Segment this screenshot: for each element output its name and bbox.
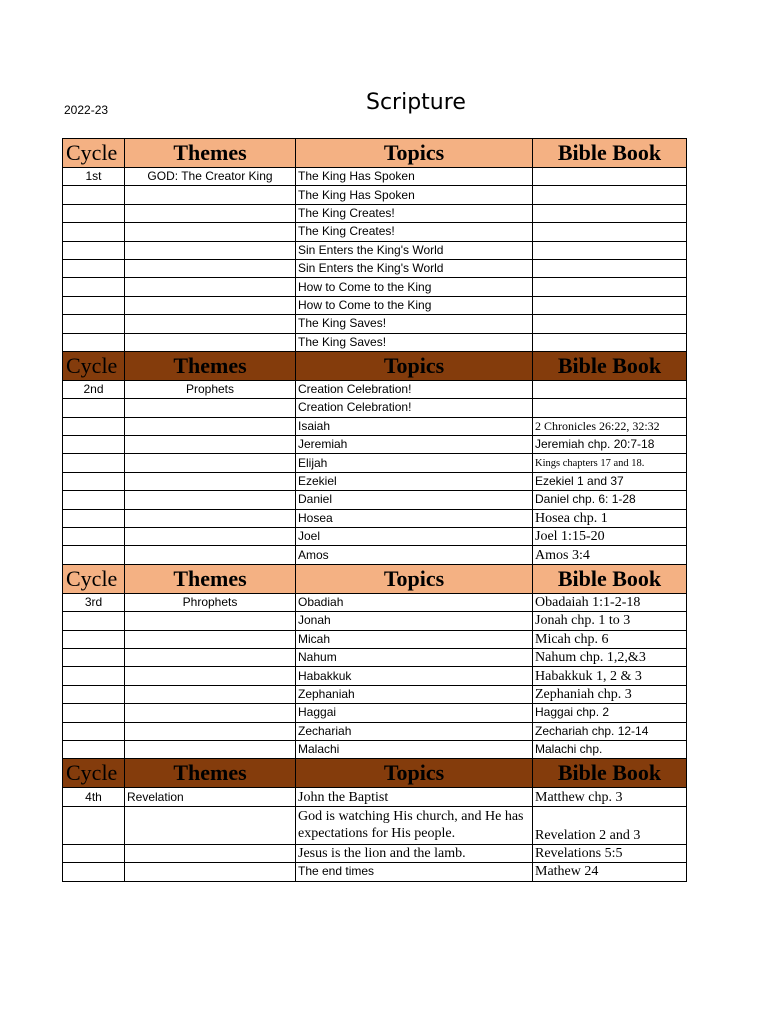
bible-book-cell: Matthew chp. 3: [533, 788, 687, 806]
table-row: [63, 296, 687, 314]
table-row: [63, 315, 687, 333]
table-row: [63, 278, 687, 296]
bible-book-cell: [533, 333, 687, 351]
bible-book-cell: [533, 278, 687, 296]
year-label: 2022-23: [64, 103, 109, 117]
page-title: Scripture: [366, 90, 466, 115]
cycle-header: Cycle: [63, 351, 125, 380]
bible-book-cell: Amos 3:4: [533, 546, 687, 564]
topic-cell: How to Come to the King: [296, 296, 533, 314]
bible-book-cell: [533, 204, 687, 222]
topic-cell: Jesus is the lion and the lamb.: [296, 844, 533, 862]
theme-cell: [125, 399, 296, 417]
bible-book-cell: Hosea chp. 1: [533, 509, 687, 527]
cycle-cell: [63, 704, 125, 722]
cycle-cell: [63, 491, 125, 509]
table-row: [63, 259, 687, 277]
bible-book-cell: Habakkuk 1, 2 & 3: [533, 667, 687, 685]
topic-cell: Jeremiah: [296, 436, 533, 454]
cycle-cell: [63, 546, 125, 564]
table-row: [63, 168, 687, 186]
theme-cell: [125, 528, 296, 546]
theme-cell: Prophets: [125, 380, 296, 398]
bible-book-cell: Joel 1:15-20: [533, 528, 687, 546]
topic-cell: Nahum: [296, 648, 533, 666]
bible-book-cell: [533, 186, 687, 204]
cycle-cell: [63, 648, 125, 666]
bible-book-cell: Jonah chp. 1 to 3: [533, 612, 687, 630]
theme-cell: [125, 630, 296, 648]
theme-cell: [125, 648, 296, 666]
cycle-cell: 1st: [63, 168, 125, 186]
cycle-cell: [63, 612, 125, 630]
cycle-header: Cycle: [63, 564, 125, 593]
bible-book-header: Bible Book: [533, 139, 687, 168]
table-row: [63, 844, 687, 862]
theme-cell: GOD: The Creator King: [125, 168, 296, 186]
topic-cell: Creation Celebration!: [296, 380, 533, 398]
cycle-cell: [63, 259, 125, 277]
cycle-header: Cycle: [63, 759, 125, 788]
topic-cell: Sin Enters the King's World: [296, 241, 533, 259]
bible-book-cell: Revelation 2 and 3: [533, 806, 687, 844]
topic-cell: The King Creates!: [296, 223, 533, 241]
table-row: [63, 788, 687, 806]
theme-cell: [125, 612, 296, 630]
topics-header: Topics: [296, 759, 533, 788]
bible-book-cell: Obadaiah 1:1-2-18: [533, 593, 687, 611]
cycle-cell: [63, 863, 125, 881]
table-row: [63, 509, 687, 527]
bible-book-cell: Zephaniah chp. 3: [533, 685, 687, 703]
topic-cell: The King Saves!: [296, 333, 533, 351]
topic-cell: Amos: [296, 546, 533, 564]
cycle-cell: [63, 472, 125, 490]
table-row: [63, 685, 687, 703]
topic-cell: Obadiah: [296, 593, 533, 611]
theme-cell: [125, 685, 296, 703]
section-header-row: [63, 139, 687, 168]
topic-cell: Daniel: [296, 491, 533, 509]
cycle-cell: [63, 667, 125, 685]
table-row: [63, 399, 687, 417]
cycle-cell: [63, 223, 125, 241]
bible-book-cell: [533, 380, 687, 398]
topic-cell: Habakkuk: [296, 667, 533, 685]
bible-book-header: Bible Book: [533, 564, 687, 593]
topic-cell: The end times: [296, 863, 533, 881]
bible-book-cell: [533, 223, 687, 241]
cycle-cell: [63, 333, 125, 351]
theme-cell: [125, 223, 296, 241]
table-row: [63, 648, 687, 666]
cycle-cell: [63, 315, 125, 333]
theme-cell: [125, 667, 296, 685]
theme-cell: [125, 296, 296, 314]
table-row: [63, 241, 687, 259]
theme-cell: [125, 806, 296, 844]
table-row: [63, 704, 687, 722]
theme-cell: [125, 186, 296, 204]
bible-book-cell: [533, 259, 687, 277]
table-row: [63, 454, 687, 472]
themes-header: Themes: [125, 759, 296, 788]
cycle-cell: [63, 296, 125, 314]
theme-cell: [125, 472, 296, 490]
topic-cell: Sin Enters the King's World: [296, 259, 533, 277]
topic-cell: John the Baptist: [296, 788, 533, 806]
bible-book-cell: Haggai chp. 2: [533, 704, 687, 722]
bible-book-cell: [533, 241, 687, 259]
table-row: [63, 417, 687, 435]
themes-header: Themes: [125, 564, 296, 593]
table-row: [63, 204, 687, 222]
section-header-row: [63, 564, 687, 593]
theme-cell: [125, 333, 296, 351]
table-row: [63, 630, 687, 648]
topic-cell: God is watching His church, and He has expectations for His people.: [296, 806, 533, 844]
topic-cell: Isaiah: [296, 417, 533, 435]
theme-cell: [125, 315, 296, 333]
cycle-cell: [63, 417, 125, 435]
table-row: [63, 528, 687, 546]
topic-cell: Zephaniah: [296, 685, 533, 703]
cycle-cell: [63, 722, 125, 740]
topic-cell: The King Has Spoken: [296, 168, 533, 186]
theme-cell: Revelation: [125, 788, 296, 806]
bible-book-cell: [533, 315, 687, 333]
cycle-cell: [63, 241, 125, 259]
table-row: [63, 491, 687, 509]
topic-cell: Joel: [296, 528, 533, 546]
table-row: [63, 333, 687, 351]
topic-cell: How to Come to the King: [296, 278, 533, 296]
theme-cell: [125, 704, 296, 722]
bible-book-cell: [533, 296, 687, 314]
topic-cell: Haggai: [296, 704, 533, 722]
theme-cell: [125, 509, 296, 527]
topics-header: Topics: [296, 351, 533, 380]
table-row: [63, 546, 687, 564]
bible-book-cell: Mathew 24: [533, 863, 687, 881]
cycle-cell: [63, 806, 125, 844]
bible-book-cell: Malachi chp.: [533, 740, 687, 758]
topic-cell: Jonah: [296, 612, 533, 630]
theme-cell: [125, 546, 296, 564]
scripture-schedule-table: [62, 138, 687, 882]
table-row: [63, 740, 687, 758]
topic-cell: Elijah: [296, 454, 533, 472]
table-row: [63, 863, 687, 881]
bible-book-cell: 2 Chronicles 26:22, 32:32: [533, 417, 687, 435]
cycle-cell: 2nd: [63, 380, 125, 398]
bible-book-cell: [533, 399, 687, 417]
theme-cell: [125, 844, 296, 862]
topic-cell: Hosea: [296, 509, 533, 527]
table-row: [63, 472, 687, 490]
cycle-cell: 3rd: [63, 593, 125, 611]
cycle-cell: [63, 436, 125, 454]
theme-cell: [125, 436, 296, 454]
bible-book-header: Bible Book: [533, 759, 687, 788]
themes-header: Themes: [125, 351, 296, 380]
theme-cell: [125, 417, 296, 435]
section-header-row: [63, 351, 687, 380]
theme-cell: [125, 278, 296, 296]
theme-cell: Phrophets: [125, 593, 296, 611]
table-row: [63, 667, 687, 685]
cycle-cell: [63, 630, 125, 648]
cycle-header: Cycle: [63, 139, 125, 168]
theme-cell: [125, 259, 296, 277]
bible-book-header: Bible Book: [533, 351, 687, 380]
themes-header: Themes: [125, 139, 296, 168]
theme-cell: [125, 454, 296, 472]
table-row: [63, 436, 687, 454]
cycle-cell: [63, 186, 125, 204]
bible-book-cell: Zechariah chp. 12-14: [533, 722, 687, 740]
topic-cell: Zechariah: [296, 722, 533, 740]
theme-cell: [125, 204, 296, 222]
table-row: [63, 223, 687, 241]
bible-book-cell: Kings chapters 17 and 18.: [533, 454, 687, 472]
topic-cell: Ezekiel: [296, 472, 533, 490]
cycle-cell: [63, 509, 125, 527]
table-row: [63, 593, 687, 611]
topics-header: Topics: [296, 139, 533, 168]
cycle-cell: [63, 454, 125, 472]
bible-book-cell: Jeremiah chp. 20:7-18: [533, 436, 687, 454]
topic-cell: Micah: [296, 630, 533, 648]
theme-cell: [125, 740, 296, 758]
section-header-row: [63, 759, 687, 788]
table-row: [63, 186, 687, 204]
theme-cell: [125, 241, 296, 259]
bible-book-cell: Ezekiel 1 and 37: [533, 472, 687, 490]
bible-book-cell: Nahum chp. 1,2,&3: [533, 648, 687, 666]
bible-book-cell: Daniel chp. 6: 1-28: [533, 491, 687, 509]
theme-cell: [125, 863, 296, 881]
bible-book-cell: [533, 168, 687, 186]
table-row: [63, 612, 687, 630]
cycle-cell: [63, 844, 125, 862]
cycle-cell: [63, 204, 125, 222]
theme-cell: [125, 722, 296, 740]
topic-cell: The King Has Spoken: [296, 186, 533, 204]
cycle-cell: [63, 528, 125, 546]
cycle-cell: [63, 399, 125, 417]
topic-cell: The King Creates!: [296, 204, 533, 222]
topic-cell: Malachi: [296, 740, 533, 758]
cycle-cell: [63, 685, 125, 703]
bible-book-cell: Revelations 5:5: [533, 844, 687, 862]
table-row: [63, 806, 687, 844]
topic-cell: The King Saves!: [296, 315, 533, 333]
topic-cell: Creation Celebration!: [296, 399, 533, 417]
cycle-cell: [63, 278, 125, 296]
table-row: [63, 380, 687, 398]
bible-book-cell: Micah chp. 6: [533, 630, 687, 648]
cycle-cell: 4th: [63, 788, 125, 806]
cycle-cell: [63, 740, 125, 758]
theme-cell: [125, 491, 296, 509]
table-row: [63, 722, 687, 740]
topics-header: Topics: [296, 564, 533, 593]
